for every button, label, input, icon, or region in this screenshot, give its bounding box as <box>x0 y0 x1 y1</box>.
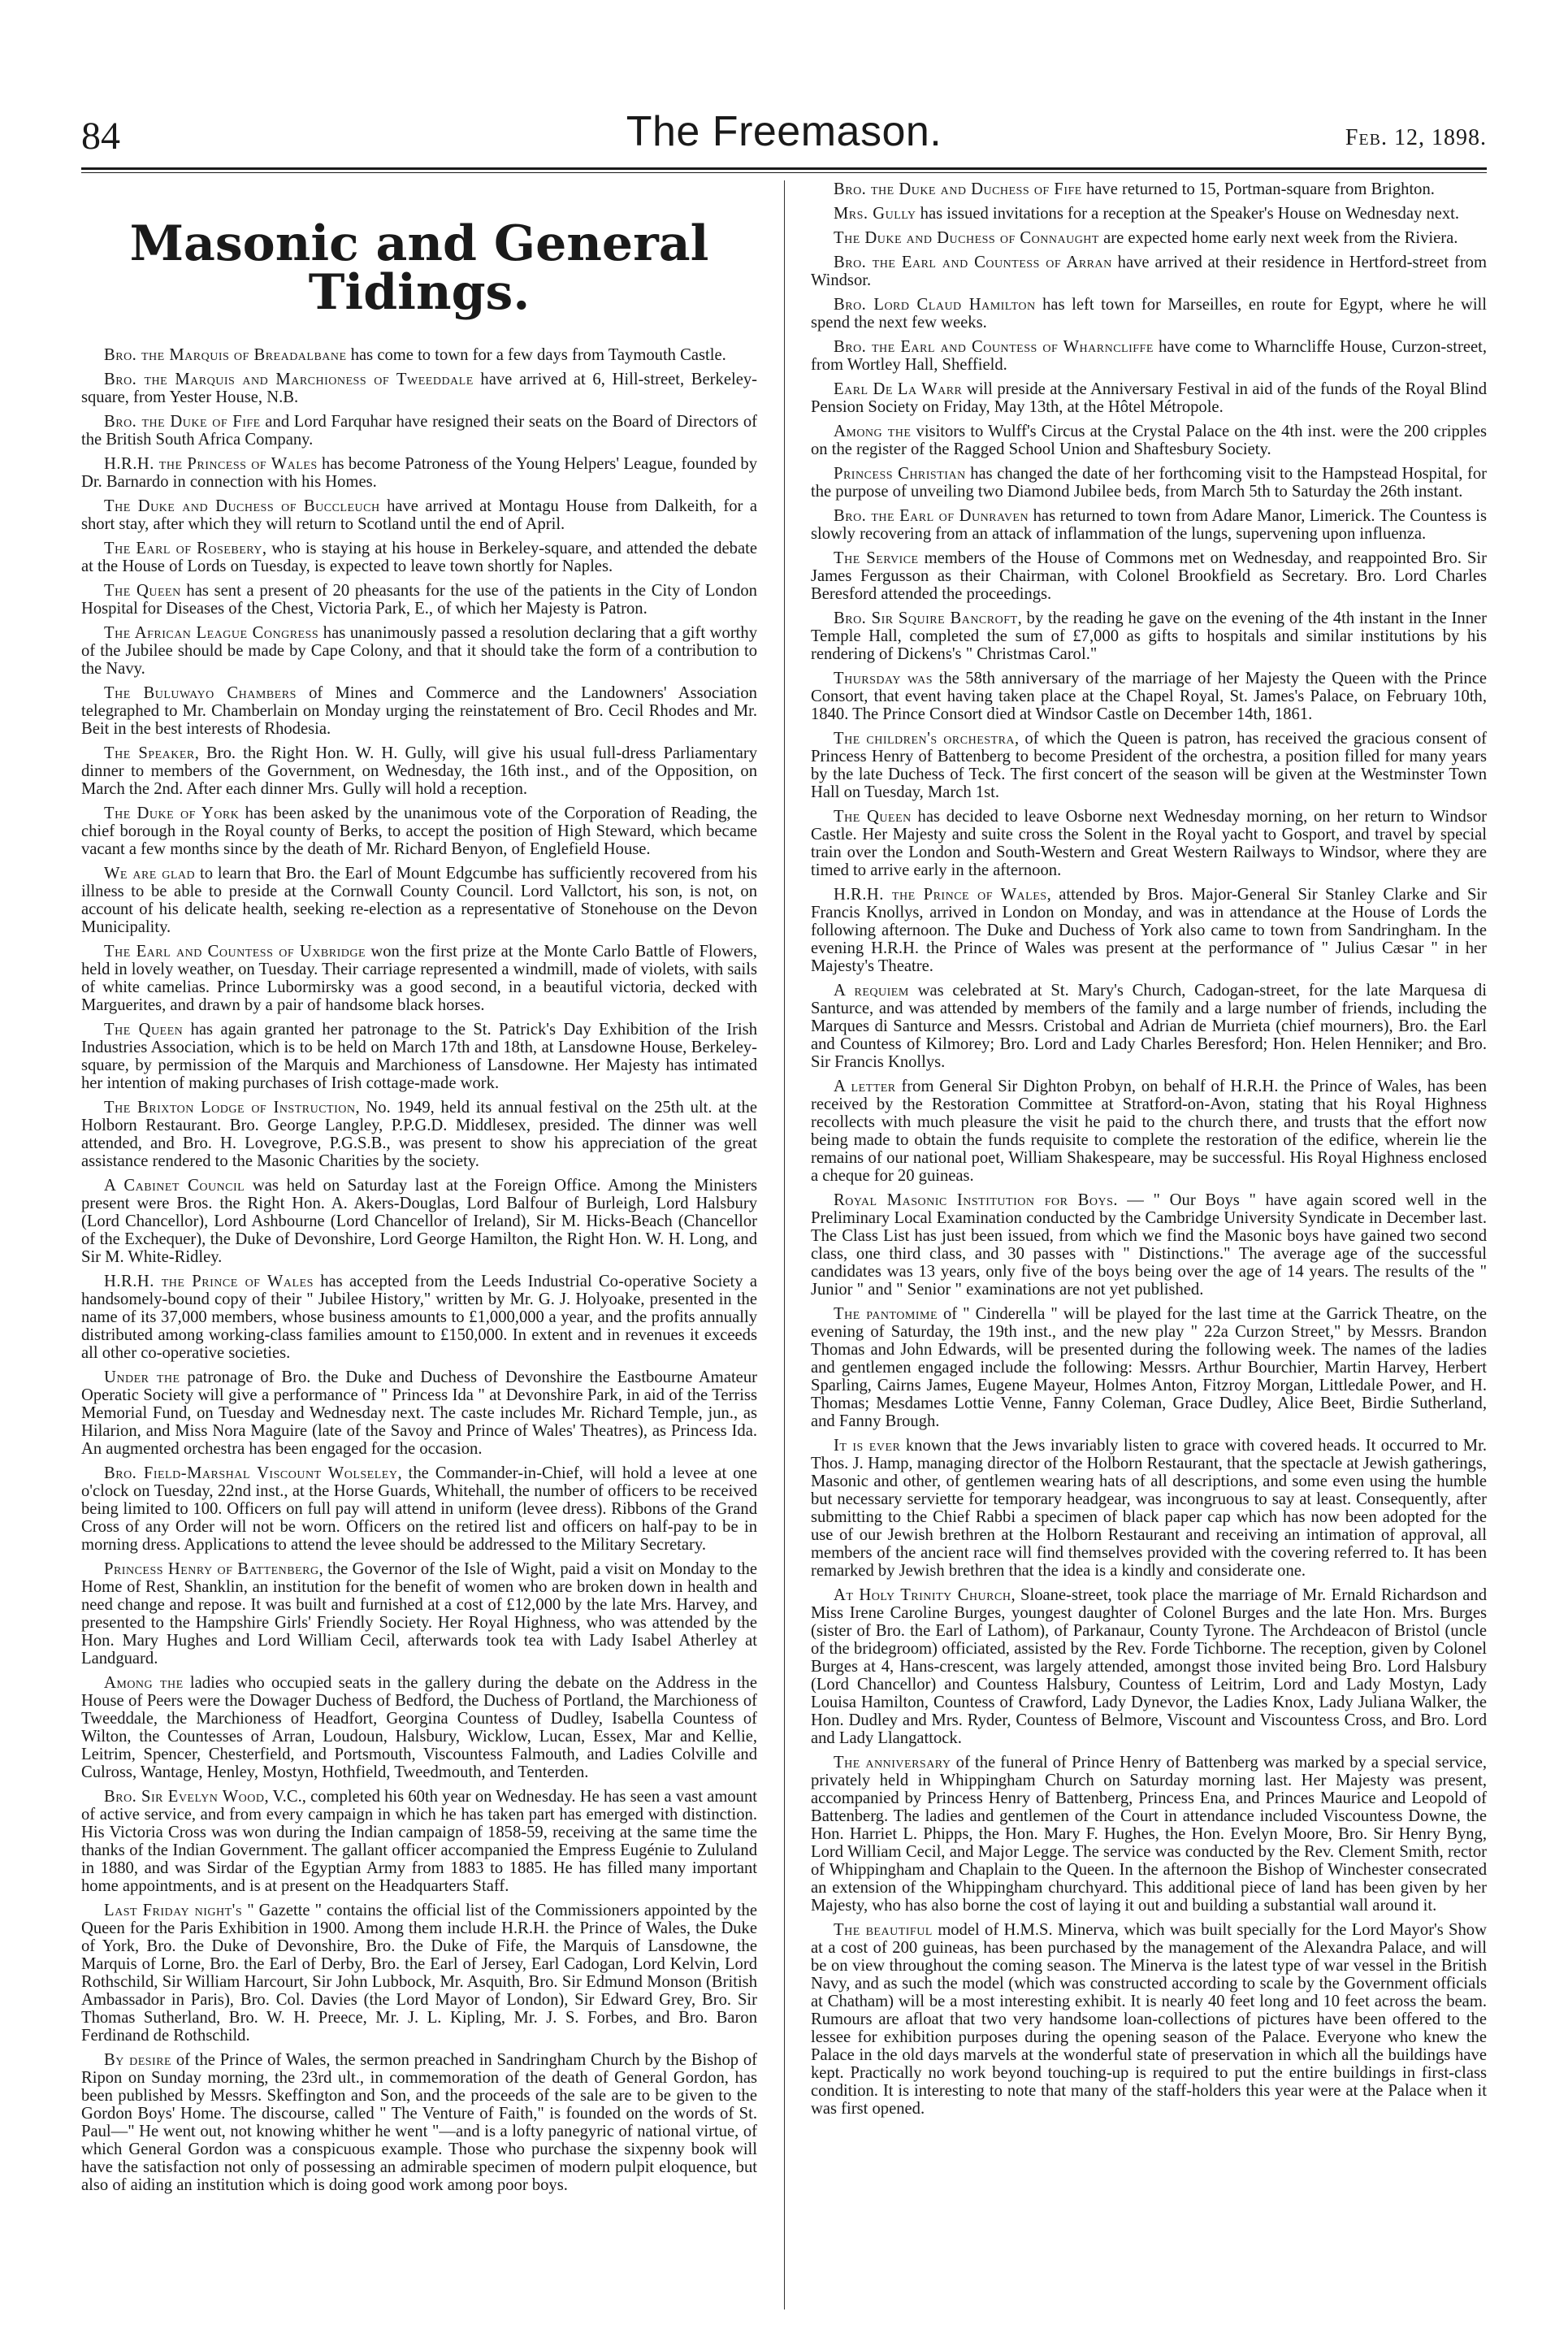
paragraph-text: , of which the Queen is patron, has received the gracious consent of Princess Henry of Battenberg to become President of the orchestra, a position filled for many years by the late Duchess of Teck. The first concert of the season will be given at the Westminster Town Hall on Tuesday, March 1st. <box>811 730 1487 801</box>
paragraph-lead: Bro. the Duke and Duchess of Fife <box>834 180 1082 198</box>
paragraph-lead: H.R.H. the Prince of Wales <box>834 886 1047 904</box>
paragraph-text: " Gazette " contains the official list of the Commissioners appointed by the Queen for the Paris Exhibition in 1900. Among them include H.R.H. the Prince of Wales, the Duke of York, Bro. the Duke of Devonshire, Bro. the Duke of Fife, the Marquis of Lansdowne, the Marquis of Lorne, Bro. the Earl of Derby, Bro. the Earl of Jersey, Earl Cadogan, Lord Kelvin, Lord Rothschild, Sir William Harcourt, Sir John Lubbock, Mr. Asquith, Bro. Sir Edmund Monson (British Ambassador in Paris), Bro. Col. Davies (the Lord Mayor of London), Sir Edward Grey, Bro. Sir Thomas Sutherland, Bro. W. H. Preece, Mr. J. L. Kipling, Mr. J. S. Forbes, and Bro. Baron Ferdinand de Rothschild. <box>81 1902 757 2045</box>
paragraph-lead: The children's orchestra <box>834 730 1016 748</box>
paragraph-text: from General Sir Dighton Probyn, on behalf of H.R.H. the Prince of Wales, has been received by the Restoration Committee at Stratford-on-Avon, stating that his Royal Highness recollects with much pleasure the visit he paid to the church there, and trusts that the effort now being made to obtain the funds requisite to complete the restoration of the edifice, wherein lie the remains of our national poet, William Shakespeare, may be successful. His Royal Highness enclosed a cheque for 20 guineas. <box>811 1078 1487 1185</box>
news-paragraph <box>811 507 1487 543</box>
news-paragraph <box>811 205 1487 223</box>
paragraph-text: have arrived at Montagu House from Dalkeith, for a short stay, after which they will return to Scotland until the end of April. <box>81 497 757 533</box>
paragraph-lead: Bro. the Earl of Dunraven <box>834 507 1029 525</box>
news-paragraph <box>81 582 757 618</box>
masthead-rule-thin <box>81 172 1487 173</box>
paragraph-lead: The Brixton Lodge of Instruction <box>104 1099 356 1117</box>
paragraph-lead: Bro. Sir Evelyn Wood <box>104 1788 265 1806</box>
paragraph-lead: The Service <box>834 549 919 567</box>
paragraph-text: has issued invitations for a reception at the Speaker's House on Wednesday next. <box>916 205 1460 223</box>
paragraph-text: has decided to leave Osborne next Wednesday morning, on her return to Windsor Castle. Her Majesty and suite cross the Solent in the Royal yacht to Gosport, and travel by special train over the London and South-Western and Great Western Railways to Windsor, where they are timed to arrive early in the afternoon. <box>811 808 1487 879</box>
paragraph-lead: Royal Masonic Institution for Boys <box>834 1191 1114 1209</box>
masthead-rule-thick <box>81 167 1487 170</box>
paragraph-lead: The Earl and Countess of Uxbridge <box>104 943 366 961</box>
news-paragraph <box>811 609 1487 663</box>
paragraph-text: known that the Jews invariably listen to grace with covered heads. It occurred to Mr. Thos. J. Hamp, managing director of the Holborn Restaurant, that the spectacle at Jewish gatherings, Masonic and other, of gentlemen wearing hats of all descriptions, and some even using the humble but necessary serviette for temporary headgear, was incongruous to say at least. Consequently, after submitting to the Chief Rabbi a specimen of black paper cap which has now been adopted for the use of our Jewish brethren at the Holborn Restaurant and receiving an intimation of approval, all members of the ancient race will find themselves provided with the covering referred to. It has been remarked by Jewish brethren that the idea is a kindly and considerate one. <box>811 1437 1487 1580</box>
paragraph-lead: The anniversary <box>834 1754 951 1772</box>
paragraph-text: , by the reading he gave on the evening of the 4th instant in the Inner Temple Hall, completed the sum of £7,000 as gifts to hospitals and similar institutions by his rendering of Dickens's " Christmas Carol." <box>811 609 1487 663</box>
paragraph-lead: The pantomime <box>834 1305 938 1323</box>
paragraph-lead: Bro. the Marquis and Marchioness of Tweeddale <box>104 371 474 388</box>
news-paragraph <box>81 2051 757 2194</box>
paragraph-text: have come to Wharncliffe House, Curzon-street, from Wortley Hall, Sheffield. <box>811 338 1487 374</box>
paragraph-lead: The Duke and Duchess of Buccleuch <box>104 497 380 515</box>
news-paragraph <box>81 624 757 678</box>
paragraph-lead: The Duke and Duchess of Connaught <box>834 229 1099 247</box>
section-heading: Masonic and General Tidings. <box>129 215 709 321</box>
paragraph-lead: The African League Congress <box>104 624 319 642</box>
paragraph-text: has become Patroness of the Young Helpers' League, founded by Dr. Barnardo in connection with his Homes. <box>81 455 757 491</box>
paragraph-text: has returned to town from Adare Manor, Limerick. The Countess is slowly recovering from an attack of inflammation of the lungs, supervening upon influenza. <box>811 507 1488 543</box>
paragraph-text: of the funeral of Prince Henry of Battenberg was marked by a special service, privately held in Whippingham Church on Saturday morning last. Her Majesty was present, accompanied by Princess Henry of Battenberg, Princess Ena, and Princes Maurice and Leopold of Battenberg. The ladies and gentlemen of the Court in attendance included Viscountess Downe, the Hon. Harriet L. Phipps, the Hon. Mary F. Hughes, the Hon. Evelyn Moore, Bro. Sir Henry Byng, Lord William Cecil, and Major Legge. The service was conducted by the Rev. Clement Smith, rector of Whippingham and Chaplain to the Queen. In the afternoon the Bishop of Winchester consecrated an extension of the Whippingham churchyard. This additional piece of land has been given by her Majesty, who has also borne the cost of laying it out and building a substantial wall around it. <box>811 1754 1487 1915</box>
paragraph-text: , No. 1949, held its annual festival on the 25th ult. at the Holborn Restaurant. Bro. George Langley, P.P.G.D. Middlesex, presided. The dinner was well attended, and Bro. H. Lovegrove, P.G.S.B., was present to show his appreciation of the great assistance rendered to the Masonic Charities by the society. <box>81 1099 757 1170</box>
news-paragraph <box>81 1368 757 1458</box>
right-paragraphs <box>811 180 1487 2118</box>
paragraph-lead: The Speaker <box>104 744 195 762</box>
paragraph-text: and Lord Farquhar have resigned their seats on the Board of Directors of the British South Africa Company. <box>81 413 757 449</box>
paragraph-lead: Among the <box>104 1674 184 1692</box>
paragraph-lead: The Buluwayo Chambers <box>104 684 297 702</box>
paragraph-text: patronage of Bro. the Duke and Duchess of Devonshire the Eastbourne Amateur Operatic Society will give a performance of " Princess Ida " at Devonshire Park, in aid of the Terriss Memorial Fund, on Tuesday and Wednesday next. The caste includes Mr. Richard Temple, jun., as Hilarion, and Miss Nora Maguire (late of the Savoy and Prince of Wales' Theatres), as Princess Ida. An augmented orchestra has been engaged for the occasion. <box>81 1368 757 1458</box>
paper-title: The Freemason. <box>626 108 942 155</box>
news-paragraph <box>81 943 757 1014</box>
column-divider <box>784 180 785 2309</box>
news-paragraph <box>81 1021 757 1092</box>
paragraph-text: , the Governor of the Isle of Wight, paid a visit on Monday to the Home of Rest, Shanklin, an institution for the benefit of women who are broken down in health and need change and repose. It was built and furnished at a cost of £12,000 by the late Mrs. Harvey, and presented to the Hampshire Girls' Friendly Society. Her Royal Highness, who was attended by the Hon. Mary Hughes and Lord William Cecil, afterwards took tea with Lady Isabel Atherley at Landguard. <box>81 1560 757 1668</box>
paragraph-text: ladies who occupied seats in the gallery during the debate on the Address in the House of Peers were the Dowager Duchess of Bedford, the Duchess of Portland, the Marchioness of Tweeddale, the Marchioness of Headfort, Georgina Countess of Dudley, Isabella Countess of Wilton, the Countesses of Arran, Loudoun, Halsbury, Wicklow, Lucan, Essex, Mar and Kellie, Leitrim, Spencer, Chesterfield, and Portsmouth, Viscountess Falmouth, and Ladies Colville and Culross, Wantage, Henley, Mostyn, Hothfield, Tweedmouth, and Tenterden. <box>81 1674 757 1781</box>
news-paragraph <box>811 380 1487 416</box>
paragraph-text: . — " Our Boys " have again scored well in the Preliminary Local Examination conducted by the Cambridge University Syndicate in December last. The Class List has just been issued, from which we find the Masonic boys have gained two second class, one third class, and 30 passes with " Distinctions." The average age of the successful candidates was 13 years, only five of the boys being over the age of 14 years. The results of the " Junior " and " Senior " examinations are not yet published. <box>811 1191 1487 1299</box>
news-paragraph <box>81 865 757 936</box>
page-number: 84 <box>81 115 120 158</box>
paragraph-lead: Mrs. Gully <box>834 205 916 223</box>
paragraph-text: model of H.M.S. Minerva, which was built specially for the Lord Mayor's Show at a cost of 200 guineas, has been purchased by the management of the Alexandra Palace, and will be on view throughout the coming season. The Minerva is the latest type of war vessel in the British Navy, and as such the model (which was constructed according to scale by the Government officials at Chatham) will be a most interesting exhibit. It is nearly 40 feet long and 10 feet across the beam. Rumours are afloat that two very handsome loan-collections of pictures have been offered to the lessee for exhibition purposes during the opening season of the Palace. Everyone who knew the Palace in the old days marvels at the wonderful state of preservation in which all the buildings have kept. Practically no work beyond touching-up is required to put the entire buildings in first-class condition. It is interesting to note that many of the staff-holders this year were at the Palace when it was first opened. <box>811 1921 1487 2118</box>
paragraph-lead: Thursday was <box>834 670 933 687</box>
paragraph-text: , Bro. the Right Hon. W. H. Gully, will give his usual full-dress Parliamentary dinner to members of the Government, on Wednesday, the 16th inst., and of the Opposition, on March the 2nd. After each dinner Mrs. Gully will hold a reception. <box>81 744 757 798</box>
news-paragraph <box>811 808 1487 879</box>
paragraph-text: have arrived at 6, Hill-street, Berkeley-square, from Yester House, N.B. <box>81 371 757 406</box>
paragraph-text: won the first prize at the Monte Carlo Battle of Flowers, held in lovely weather, on Tuesday. Their carriage represented a windmill, made of violets, with sails of white camelias. Prince Lubormirsky was a good second, in a beautiful victoria, decked with Marguerites, and drawn by a pair of handsome black horses. <box>81 943 757 1014</box>
news-paragraph <box>81 1273 757 1362</box>
paragraph-lead: Princess Henry of Battenberg <box>104 1560 319 1578</box>
paragraph-lead: A Cabinet Council <box>104 1177 245 1195</box>
paragraph-lead: The Queen <box>834 808 912 826</box>
news-paragraph <box>811 1191 1487 1299</box>
paragraph-text: has changed the date of her forthcoming visit to the Hampstead Hospital, for the purpose of unveiling two Diamond Jubilee beds, from March 5th to Saturday the 26th instant. <box>811 465 1487 501</box>
news-paragraph <box>811 670 1487 723</box>
news-paragraph <box>81 1464 757 1554</box>
issue-date: Feb. 12, 1898. <box>1345 125 1487 150</box>
paragraph-lead: Bro. Field-Marshal Viscount Wolseley <box>104 1464 398 1482</box>
news-paragraph <box>811 1754 1487 1915</box>
news-paragraph <box>81 684 757 738</box>
paragraph-text: , who is staying at his house in Berkeley-square, and attended the debate at the House of Lords on Tuesday, is expected to leave town shortly for Naples. <box>81 540 757 575</box>
paragraph-lead: Last Friday night's <box>104 1902 243 1919</box>
masthead <box>81 107 1487 164</box>
paragraph-lead: Bro. the Marquis of Breadalbane <box>104 346 347 364</box>
paragraph-lead: A letter <box>834 1078 896 1095</box>
paragraph-text: has come to town for a few days from Taymouth Castle. <box>346 346 726 364</box>
paragraph-lead: We are glad <box>104 865 196 883</box>
news-paragraph <box>811 1586 1487 1747</box>
paragraph-text: , Sloane-street, took place the marriage of Mr. Ernald Richardson and Miss Irene Caroline Burges, youngest daughter of Colonel Burges and the late Hon. Mrs. Burges (sister of Bro. the Earl of Lathom), of Parkanaur, County Tyrone. The Archdeacon of Bristol (uncle of the bridegroom) officiated, assisted by the Rev. Forde Tichborne. The reception, given by Colonel Burges at 4, Hans-crescent, was largely attended, amongst those invited being Bro. Lord Halsbury (Lord Chancellor) and Countess Halsbury, Countess of Leitrim, Lord and Lady Mostyn, Lady Louisa Hamilton, Countess of Crawford, Lady Dynevor, the Ladies Knox, Lady Juliana Walker, the Hon. Dudley and Mrs. Ryder, Countess of Belmore, Viscount and Viscountess Cross, and Bro. Lord and Lady Llangattock. <box>811 1586 1487 1747</box>
paragraph-lead: Under the <box>104 1368 180 1386</box>
paragraph-lead: Bro. the Duke of Fife <box>104 413 261 431</box>
paragraph-text: are expected home early next week from the Riviera. <box>1098 229 1458 247</box>
paragraph-text: has left town for Marseilles, en route for Egypt, where he will spend the next few weeks. <box>811 296 1487 332</box>
newspaper-page <box>81 0 1487 2329</box>
paragraph-lead: The Duke of York <box>104 805 240 822</box>
paragraph-text: to learn that Bro. the Earl of Mount Edgcumbe has sufficiently recovered from his illness to be able to preside at the Cornwall County Council. Lord Vallctort, his son, is not, on account of his delicate health, seeking re-election as a representative of Stonehouse on the Devon Municipality. <box>81 865 757 936</box>
news-paragraph <box>81 1674 757 1781</box>
paragraph-lead: Bro. the Earl and Countess of Arran <box>834 254 1112 271</box>
left-paragraphs <box>81 346 757 2194</box>
news-paragraph <box>811 886 1487 975</box>
news-paragraph <box>811 296 1487 332</box>
news-paragraph <box>81 346 757 364</box>
news-paragraph <box>81 1788 757 1895</box>
news-paragraph <box>811 229 1487 247</box>
paragraph-text: was celebrated at St. Mary's Church, Cadogan-street, for the late Marquesa di Santurce, and was attended by members of the family and a large number of friends, including the Marques di Santurce and Messrs. Cristobal and Adrian de Murrieta (chief mourners), Bro. the Earl and Countess of Kilmorey; Bro. Lord and Lady Charles Beresford; Hon. Helen Henniker; and Bro. Sir Francis Knollys. <box>811 982 1487 1071</box>
paragraph-text: the 58th anniversary of the marriage of her Majesty the Queen with the Prince Consort, that event having taken place at the Chapel Royal, St. James's Palace, on February 10th, 1840. The Prince Consort died at Windsor Castle on December 14th, 1861. <box>811 670 1487 723</box>
paragraph-lead: At Holy Trinity Church <box>834 1586 1011 1604</box>
paragraph-lead: The Queen <box>104 582 181 600</box>
paragraph-lead: H.R.H. the Princess of Wales <box>104 455 318 473</box>
news-paragraph <box>81 540 757 575</box>
paragraph-lead: The Earl of Rosebery <box>104 540 262 557</box>
paragraph-text: , the Commander-in-Chief, will hold a levee at one o'clock on Tuesday, 22nd inst., at the Horse Guards, Whitehall, the number of officers to be received being limited to 100. Officers on full pay will attend in uniform (levee dress). Ribbons of the Grand Cross of any Order will not be worn. Officers on the retired list and officers on half-pay to be in morning dress. Applications to attend the levee should be addressed to the Military Secretary. <box>81 1464 757 1554</box>
news-paragraph <box>81 497 757 533</box>
paragraph-lead: It is ever <box>834 1437 901 1455</box>
news-paragraph <box>811 180 1487 198</box>
news-paragraph <box>811 1305 1487 1430</box>
paragraph-lead: Princess Christian <box>834 465 966 483</box>
news-paragraph <box>81 805 757 858</box>
paragraph-text: of " Cinderella " will be played for the last time at the Garrick Theatre, on the evening of Saturday, the 19th inst., and the new play " 22a Curzon Street," by Messrs. Brandon Thomas and John Edwards, will be presented during the following week. The names of the ladies and gentlemen engaged include the following: Messrs. Arthur Bourchier, Martin Harvey, Herbert Sparling, Cairns James, Eugene Mayeur, Holmes Anton, Fitzroy Morgan, Littledale Power, and H. Thomas; Mesdames Lottie Venne, Fanny Coleman, Grace Dudley, Alice Beet, Birdie Sutherland, and Fanny Brough. <box>811 1305 1487 1430</box>
news-paragraph <box>811 1078 1487 1185</box>
news-paragraph <box>811 254 1487 289</box>
paragraph-text: of the Prince of Wales, the sermon preached in Sandringham Church by the Bishop of Ripon on Sunday morning, the 23rd ult., in commemoration of the death of General Gordon, has been published by Messrs. Skeffington and Son, and the proceeds of the sale are to be given to the Gordon Boys' Home. The discourse, called " The Venture of Faith," is founded on the words of St. Paul—" He went out, not knowing whither he went "—and is a lofty panegyric of national virtue, of which General Gordon was a conspicuous example. Those who purchase the sixpenny book will have the satisfaction not only of possessing an admirable specimen of modern pulpit eloquence, but also of aiding an institution which is doing good work among poor boys. <box>81 2051 757 2194</box>
left-column <box>81 215 758 2201</box>
paragraph-text: members of the House of Commons met on Wednesday, and reappointed Bro. Sir James Fergusson as their Chairman, with Colonel Brookfield as Secretary. Bro. Lord Charles Beresford attended the proceedings. <box>811 549 1487 603</box>
news-paragraph <box>811 982 1487 1071</box>
news-paragraph <box>811 730 1487 801</box>
news-paragraph <box>81 744 757 798</box>
paragraph-lead: The Queen <box>104 1021 184 1039</box>
news-paragraph <box>811 1437 1487 1580</box>
paragraph-text: , attended by Bros. Major-General Sir Stanley Clarke and Sir Francis Knollys, arrived in London on Monday, and was in attendance at the House of Lords the following afternoon. The Duke and Duchess of York also came to town from Sandringham. In the evening H.R.H. the Prince of Wales was present at the performance of " Julius Cæsar " in her Majesty's Theatre. <box>811 886 1488 975</box>
paragraph-text: will preside at the Anniversary Festival in aid of the funds of the Royal Blind Pension Society on Friday, May 13th, at the Hôtel Métropole. <box>811 380 1487 416</box>
paragraph-lead: Bro. the Earl and Countess of Wharncliffe <box>834 338 1154 356</box>
paragraph-lead: The beautiful <box>834 1921 933 1939</box>
paragraph-text: of Mines and Commerce and the Landowners' Association telegraphed to Mr. Chamberlain on Monday urging the reinstatement of Bro. Cecil Rhodes and Mr. Beit in the best interests of Rhodesia. <box>81 684 757 738</box>
news-paragraph <box>81 1099 757 1170</box>
news-paragraph <box>811 338 1487 374</box>
news-paragraph <box>811 1921 1487 2118</box>
paragraph-lead: By desire <box>104 2051 172 2069</box>
paragraph-text: have returned to 15, Portman-square from Brighton. <box>1081 180 1435 198</box>
paragraph-lead: Bro. Lord Claud Hamilton <box>834 296 1036 314</box>
paragraph-text: has been asked by the unanimous vote of the Corporation of Reading, the chief borough in the Royal county of Berks, to accept the position of High Steward, which became vacant a few months since by the death of Mr. Richard Benyon, of Englefield House. <box>81 805 757 858</box>
news-paragraph <box>81 371 757 406</box>
paragraph-text: , V.C., completed his 60th year on Wednesday. He has seen a vast amount of active service, and from every campaign in which he has taken part has emerged with distinction. His Victoria Cross was won during the Indian campaign of 1858-59, receiving at the same time the thanks of the Indian Government. The gallant officer accompanied the Empress Eugénie to Zululand in 1880, and was Sirdar of the Egyptian Army from 1883 to 1885. He has filled many important home appointments, and is at present on the Headquarters Staff. <box>81 1788 757 1895</box>
paragraph-text: has again granted her patronage to the St. Patrick's Day Exhibition of the Irish Industries Association, which is to be held on March 17th and 18th, at Lansdowne House, Berkeley-square, by permission of the Marquis and Marchioness of Lansdowne. Her Majesty has intimated her intention of making purchases of Irish cottage-made work. <box>81 1021 757 1092</box>
paragraph-lead: Earl De La Warr <box>834 380 963 398</box>
paragraph-text: has sent a present of 20 pheasants for the use of the patients in the City of London Hospital for Diseases of the Chest, Victoria Park, E., of which her Majesty is Patron. <box>81 582 757 618</box>
news-paragraph <box>81 1560 757 1668</box>
news-paragraph <box>81 413 757 449</box>
right-column <box>811 180 1487 2124</box>
paragraph-text: have arrived at their residence in Hertford-street from Windsor. <box>811 254 1487 289</box>
paragraph-lead: A requiem <box>834 982 909 1000</box>
news-paragraph <box>81 1902 757 2045</box>
news-paragraph <box>811 549 1487 603</box>
news-paragraph <box>81 455 757 491</box>
news-paragraph <box>81 1177 757 1266</box>
paragraph-text: was held on Saturday last at the Foreign Office. Among the Ministers present were Bros. the Right Hon. A. Akers-Douglas, Lord Balfour of Burleigh, Lord Halsbury (Lord Chancellor), Lord Ashbourne (Lord Chancellor of Ireland), Sir M. Hicks-Beach (Chancellor of the Exchequer), the Duke of Devonshire, Lord George Hamilton, the Right Hon. W. H. Long, and Sir M. White-Ridley. <box>81 1177 758 1266</box>
paragraph-lead: Bro. Sir Squire Bancroft <box>834 609 1018 627</box>
paragraph-text: has unanimously passed a resolution declaring that a gift worthy of the Jubilee should be made by Cape Colony, and that it should take the form of a contribution to the Navy. <box>81 624 757 678</box>
paragraph-lead: Among the <box>834 423 912 440</box>
news-paragraph <box>811 465 1487 501</box>
paragraph-text: visitors to Wulff's Circus at the Crystal Palace on the 4th inst. were the 200 cripples on the register of the Ragged School Union and Shaftesbury Society. <box>811 423 1487 458</box>
paragraph-lead: H.R.H. the Prince of Wales <box>104 1273 314 1290</box>
news-paragraph <box>811 423 1487 458</box>
paragraph-text: has accepted from the Leeds Industrial Co-operative Society a handsomely-bound copy of their " Jubilee History," written by Mr. G. J. Holyoake, presented in the name of its 37,000 members, whose business amounts to £1,000,000 a year, and the profits annually distributed among working-class families amount to £150,000. In extent and in revenues it exceeds all other co-operative societies. <box>81 1273 757 1362</box>
